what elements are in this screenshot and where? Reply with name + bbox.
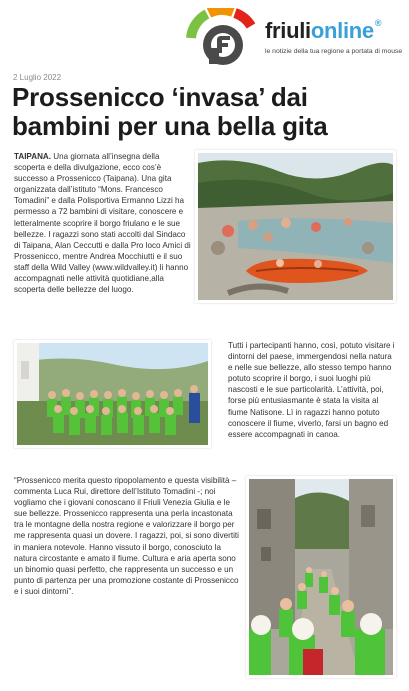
article-title: Prossenicco ‘invasa’ dai bambini per una bella gita xyxy=(12,82,328,141)
article-paragraph-2: Tutti i partecipanti hanno, così, potuto visitare i dintorni del paese, immergendosi nella natura e nelle sue bellezze, allo stesso tempo hanno potuto scoprire il borgo, i suoi luoghi più nascosti e le sue particolarità. L’attività, poi, forse più entusiasmante è stata la visita al fiume Natisone. Lì in ragazzi hanno potuto conoscere il fiume, viverlo, farsi un bagno ed essere accompagnati in canoa. xyxy=(228,341,395,439)
village-street-photo xyxy=(249,479,393,675)
brand-name-part1: friuli xyxy=(265,18,311,43)
paragraph-1-text: Una giornata all’insegna della scoperta e della divulgazione, ecco cos’è successo a Prossenicco (Taipana). Una gita organizzata dall’istituto “Mons. Francesco Tomadini” e dalla Polisportiva Ermanno Lizzi ha permesso a 72 bambini di visitare, conoscere e letteralmente scoprire il borgo friulano e le sue bellezze. I ragazzi sono stati accolti dal Sindaco di Taipana, Alan Ceccutti e dalla Pro loco Amici di Prossenicco, mentre Andrea Mocchiutti e il suo staff della Wild Valley (www.wildvalley.it) li hanno accompagnati nelle attività quotidiane,alla scoperta delle bellezze del luogo. xyxy=(14,152,191,295)
brand-name xyxy=(265,18,381,44)
logo-mark-icon xyxy=(183,8,261,68)
article-paragraph-1 xyxy=(14,151,192,295)
group-photo xyxy=(17,343,208,445)
article-date: 2 Luglio 2022 xyxy=(13,73,62,82)
registered-mark: ® xyxy=(374,18,382,28)
dateline: TAIPANA. xyxy=(14,152,52,161)
river-rafting-photo xyxy=(198,153,393,300)
site-logo[interactable] xyxy=(183,8,405,68)
article-paragraph-3: “Prossenicco merita questo ripopolamento e questa visibilità – commenta Luca Rui, direttore dell’Istituto Tomadini -; noi vogliamo che i giovani conoscano il Friuli Venezia Giulia e le sue bellezze. Prossenicco rappresenta una perla incastonata tra le montagne della nostra regione e valorizzare il borgo per me rappresenta quasi un dovere. I ragazzi, poi, si sono divertiti in maniera notevole. Hanno vissuto il borgo, conosciuto la natura circostante e amato il fiume. Cultura e aria aperta sono un binomio quasi perfetto, che rappresenta un successo e un punto di partenza per una promozione costante di Prossenicco e i suoi dintorni”. xyxy=(14,476,239,596)
brand-name-part2: online xyxy=(310,18,374,43)
brand-tagline: le notizie della tua regione a portata di mouse xyxy=(265,48,403,55)
